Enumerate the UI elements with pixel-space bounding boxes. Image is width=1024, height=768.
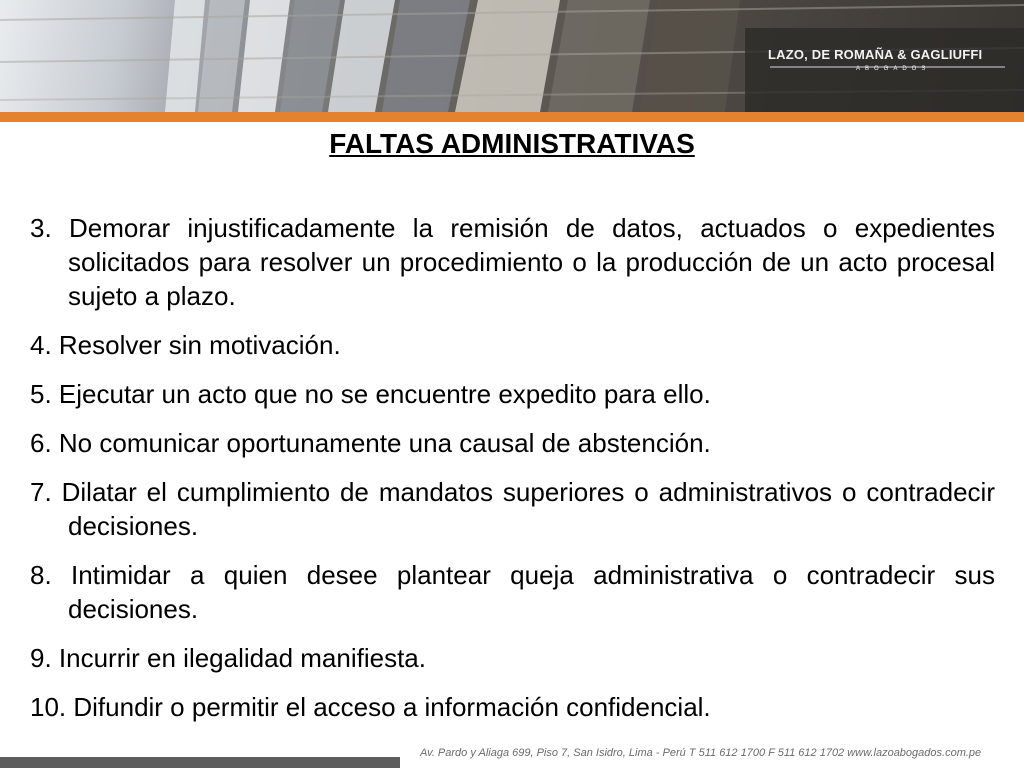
accent-stripe (0, 112, 1024, 122)
list-item-6: 6. No comunicar oportunamente una causal de abstención. (30, 428, 711, 458)
firm-subtitle: ABOGADOS (856, 66, 931, 72)
list-item-10: 10. Difundir o permitir el acceso a información confidencial. (30, 692, 711, 722)
firm-name: LAZO, DE ROMAÑA & GAGLIUFFI (768, 47, 983, 62)
list-item-8: 8. Intimidar a quien desee plantear queja administrativa o contradecir sus decisiones. (30, 560, 995, 624)
header-banner (0, 0, 1024, 112)
list-item-5: 5. Ejecutar un acto que no se encuentre expedito para ello. (30, 379, 711, 409)
slide-title: FALTAS ADMINISTRATIVAS (329, 128, 695, 159)
footer-address: Av. Pardo y Aliaga 699, Piso 7, San Isidro, Lima - Perú T 511 612 1700 F 511 612 1702 www.lazoabogados.com.pe (420, 747, 982, 759)
list-item-7: 7. Dilatar el cumplimiento de mandatos superiores o administrativos o contradecir decisiones. (30, 477, 995, 541)
list-item-3: 3. Demorar injustificadamente la remisión de datos, actuados o expedientes solicitados para resolver un procedimiento o la producción de un acto procesal sujeto a plazo. (30, 213, 995, 311)
footer-bar (0, 757, 400, 768)
list-item-4: 4. Resolver sin motivación. (30, 330, 341, 360)
faults-list (30, 211, 995, 739)
firm-logo (768, 47, 1013, 72)
list-item-9: 9. Incurrir en ilegalidad manifiesta. (30, 643, 426, 673)
